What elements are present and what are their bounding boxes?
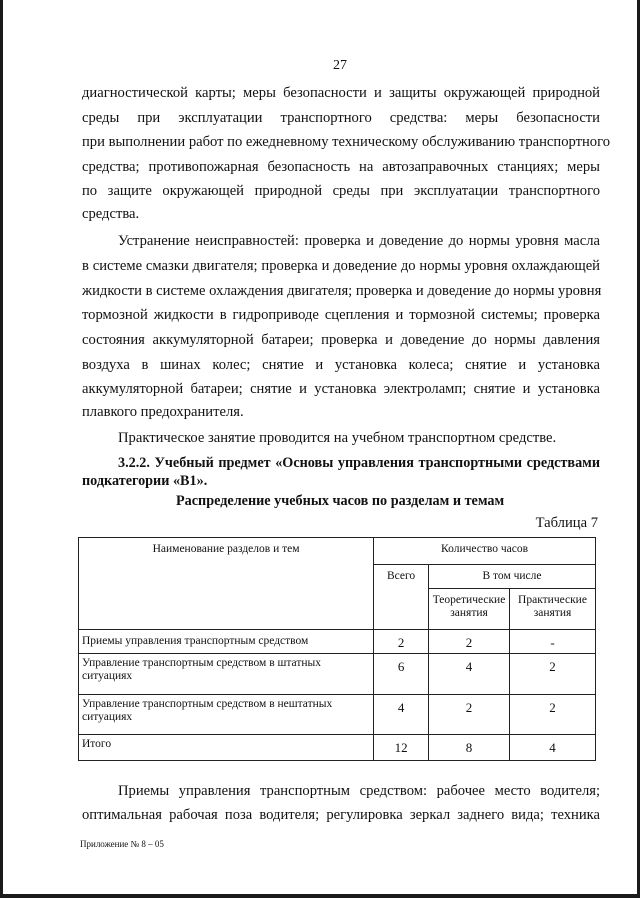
row-theory: 2 (429, 695, 510, 735)
text-line: плавкого предохранителя. (82, 404, 244, 420)
text-line: оптимальная рабочая поза водителя; регулировка зеркал заднего вида; техника (82, 807, 600, 823)
table-title: Распределение учебных часов по разделам и темам (176, 493, 505, 509)
text-line: по защите окружающей природной среды при эксплуатации транспортного (82, 183, 600, 199)
row-total: 4 (374, 695, 429, 735)
text-line: среды при эксплуатации транспортного средства: меры безопасности (82, 110, 600, 126)
text-line: диагностической карты; меры безопасности и защиты окружающей природной (82, 85, 600, 101)
text-line: средства; противопожарная безопасность на автозаправочных станциях; меры (82, 159, 600, 175)
row-theory: 2 (429, 630, 510, 654)
paragraph-first-line: Приемы управления транспортным средством: рабочее место водителя; (118, 783, 600, 799)
table-caption: Таблица 7 (535, 515, 598, 531)
row-practice: 2 (510, 695, 596, 735)
text-line: жидкости в системе охлаждения двигателя; проверка и доведение до нормы уровня (82, 283, 602, 299)
row-theory: 4 (429, 654, 510, 695)
header-hours: Количество часов (374, 538, 596, 565)
row-total: 6 (374, 654, 429, 695)
row-name: Управление транспортным средством в нештатных ситуациях (79, 695, 374, 735)
footer-note: Приложение № 8 – 05 (80, 839, 164, 849)
row-total: 2 (374, 630, 429, 654)
header-section-name: Наименование разделов и тем (79, 538, 374, 630)
row-practice: 2 (510, 654, 596, 695)
practical-note: Практическое занятие проводится на учебном транспортном средстве. (118, 430, 557, 446)
row-total: 12 (374, 735, 429, 761)
header-theory: Теоретические занятия (429, 589, 510, 630)
section-heading-continued: подкатегории «B1». (82, 473, 208, 489)
paragraph-first-line: Устранение неисправностей: проверка и доведение до нормы уровня масла (118, 233, 600, 249)
page-number: 27 (333, 58, 347, 73)
text-line: при выполнении работ по ежедневному техническому обслуживанию транспортного (82, 134, 611, 150)
section-heading: 3.2.2. Учебный предмет «Основы управления транспортными средствами (118, 455, 600, 471)
row-name: Управление транспортным средством в штатных ситуациях (79, 654, 374, 695)
text-line: воздуха в шинах колес; снятие и установка колеса; снятие и установка (82, 357, 600, 373)
header-total: Всего (374, 565, 429, 630)
text-line: в системе смазки двигателя; проверка и доведение до нормы уровня охлаждающей (82, 258, 600, 274)
row-name: Приемы управления транспортным средством (79, 630, 374, 654)
scan-left-edge (0, 0, 3, 898)
row-name-total: Итого (79, 735, 374, 761)
row-theory: 8 (429, 735, 510, 761)
row-practice: 4 (510, 735, 596, 761)
scan-bottom-edge (0, 894, 640, 898)
hours-table (78, 537, 596, 761)
row-practice: - (510, 630, 596, 654)
text-line: аккумуляторной батареи; снятие и установка электроламп; снятие и установка (82, 381, 600, 397)
header-including: В том числе (429, 565, 596, 589)
header-practice: Практические занятия (510, 589, 596, 630)
text-line: средства. (82, 206, 140, 222)
text-line: тормозной жидкости в гидроприводе сцепления и тормозной системы; проверка (82, 307, 600, 323)
text-line: состояния аккумуляторной батареи; проверка и доведение до нормы давления (82, 332, 600, 348)
